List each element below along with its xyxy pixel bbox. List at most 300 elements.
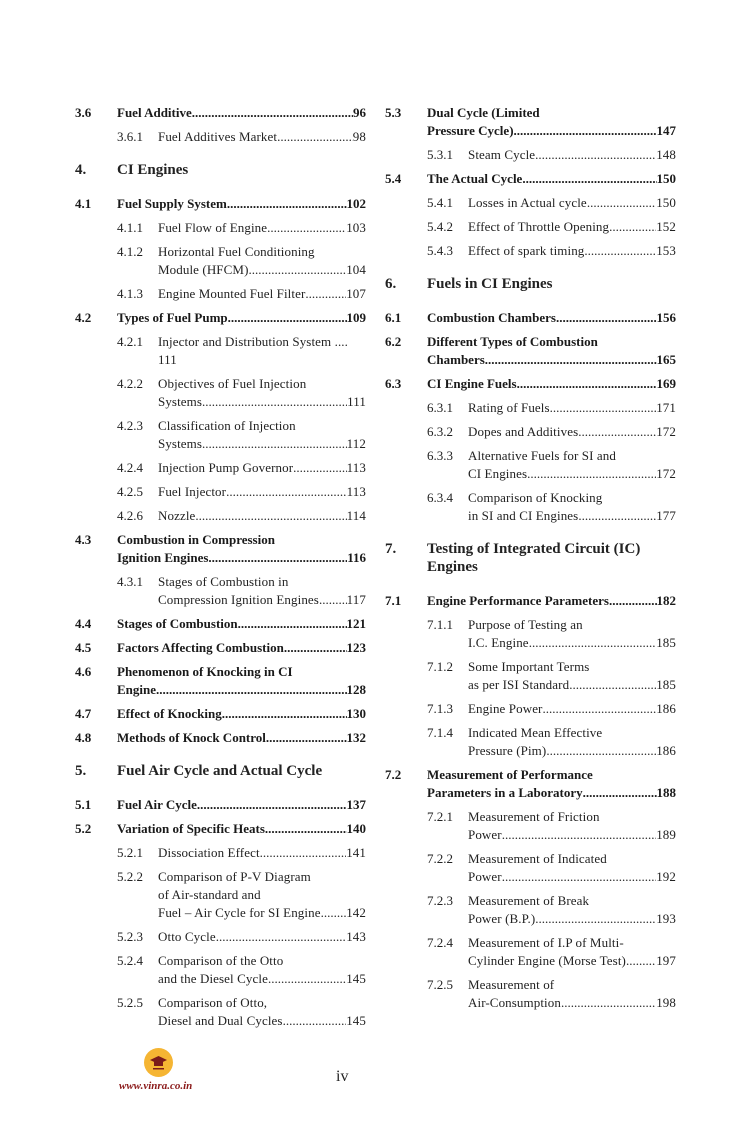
title-line — [158, 573, 366, 591]
title-text: Dual Cycle (Limited — [427, 105, 540, 120]
title-text: Module (HFCM) — [158, 262, 249, 277]
entry-number: 7.1.4 — [427, 725, 453, 740]
title-line — [117, 104, 366, 122]
dot-leader — [266, 729, 347, 747]
page-reference: 177 — [656, 508, 676, 523]
dot-leader — [584, 242, 656, 260]
title-text: Measurement of — [468, 977, 555, 992]
entry-number: 7.1.2 — [427, 659, 453, 674]
toc-subsection-entry — [385, 242, 676, 260]
toc-subsection-entry — [385, 850, 676, 886]
title-text: Comparison of Otto, — [158, 995, 268, 1010]
entry-number: 5.2.1 — [117, 845, 143, 860]
entry-title — [427, 592, 676, 610]
toc-subsection-entry — [75, 459, 366, 477]
toc-subsection-entry — [385, 616, 676, 652]
title-line — [158, 868, 366, 886]
title-line — [468, 676, 676, 694]
title-text: Types of Fuel Pump — [117, 310, 228, 325]
title-line — [468, 826, 676, 844]
entry-number: 4.8 — [75, 730, 92, 745]
toc-subsection-entry — [385, 218, 676, 236]
title-line — [468, 742, 676, 760]
entry-number: 4.2.4 — [117, 460, 143, 475]
title-text: Parameters in a Laboratory — [427, 785, 583, 800]
entry-title — [427, 275, 676, 293]
entry-title — [468, 808, 676, 844]
title-line — [117, 195, 366, 213]
entry-number: 4.2 — [75, 310, 92, 325]
title-line — [468, 910, 676, 928]
title-line — [158, 375, 366, 393]
title-text: Variation of Specific Heats — [117, 821, 265, 836]
entry-number: 5.4.2 — [427, 219, 453, 234]
publisher-logo — [144, 1048, 173, 1077]
entry-title — [427, 309, 676, 327]
title-line — [427, 170, 676, 188]
entry-number: 7.1 — [385, 593, 402, 608]
title-text: Engine — [117, 682, 157, 697]
entry-number: 4.1 — [75, 196, 92, 211]
toc-section-entry — [75, 309, 366, 327]
title-text: Pressure Cycle) — [427, 123, 514, 138]
title-text: Phenomenon of Knocking in CI — [117, 664, 293, 679]
entry-number: 7. — [385, 541, 397, 557]
page-reference: 188 — [656, 785, 676, 800]
title-line — [468, 507, 676, 525]
chapter-heading — [75, 762, 366, 780]
page-reference: 117 — [346, 592, 366, 607]
title-text: Stages of Combustion in — [158, 574, 289, 589]
title-line — [427, 309, 676, 327]
toc-section-entry — [385, 375, 676, 393]
toc-section-entry — [75, 705, 366, 723]
title-line — [117, 309, 366, 327]
dot-leader — [321, 904, 347, 922]
entry-title — [158, 952, 366, 988]
title-line — [158, 928, 366, 946]
toc-left-column — [75, 104, 366, 1036]
title-text: Fuel Additive — [117, 105, 192, 120]
entry-title — [117, 195, 366, 213]
entry-title — [468, 892, 676, 928]
title-line — [117, 705, 366, 723]
toc-subsection-entry — [385, 934, 676, 970]
entry-title — [427, 333, 676, 369]
dot-leader — [546, 742, 656, 760]
entry-number: 4.6 — [75, 664, 92, 679]
title-line — [468, 242, 676, 260]
dot-leader — [587, 194, 656, 212]
entry-number: 4.3 — [75, 532, 92, 547]
toc-subsection-entry — [75, 483, 366, 501]
entry-number: 4.2.6 — [117, 508, 143, 523]
entry-title — [427, 375, 676, 393]
title-text: Power (B.P.) — [468, 911, 536, 926]
dot-leader — [227, 195, 347, 213]
toc-subsection-entry — [385, 489, 676, 525]
entry-title — [468, 242, 676, 260]
title-line — [468, 934, 676, 952]
entry-number: 5.3.1 — [427, 147, 453, 162]
toc-subsection-entry — [75, 128, 366, 146]
entry-number: 7.2.1 — [427, 809, 453, 824]
title-line — [468, 892, 676, 910]
chapter-heading — [385, 540, 676, 576]
dot-leader — [226, 483, 347, 501]
dot-leader — [293, 459, 347, 477]
dot-leader — [550, 399, 657, 417]
page-reference: 172 — [656, 466, 676, 481]
toc-subsection-entry — [385, 700, 676, 718]
toc-section-entry — [385, 766, 676, 802]
title-text: in SI and CI Engines — [468, 508, 579, 523]
entry-number: 5.2.3 — [117, 929, 143, 944]
title-text: CI Engine Fuels — [427, 376, 517, 391]
entry-number: 6.3.4 — [427, 490, 453, 505]
entry-title — [158, 128, 366, 146]
dot-leader — [485, 351, 657, 369]
title-text: Injection Pump Governor — [158, 460, 294, 475]
title-text: Fuel Injector — [158, 484, 227, 499]
title-line — [117, 663, 366, 681]
entry-number: 6.3.2 — [427, 424, 453, 439]
title-text: Systems — [158, 394, 203, 409]
title-text: Effect of Throttle Opening — [468, 219, 610, 234]
title-line — [158, 417, 366, 435]
page-reference: 193 — [656, 911, 676, 926]
page-reference: 112 — [346, 436, 366, 451]
title-text: Engines — [427, 559, 478, 575]
title-text: Objectives of Fuel Injection — [158, 376, 307, 391]
entry-title — [117, 705, 366, 723]
entry-number: 7.2 — [385, 767, 402, 782]
title-text: Nozzle — [158, 508, 196, 523]
entry-number: 5. — [75, 763, 87, 779]
entry-title — [158, 507, 366, 525]
toc-subsection-entry — [385, 447, 676, 483]
entry-number: 6. — [385, 276, 397, 292]
entry-number: 7.1.1 — [427, 617, 453, 632]
title-text: I.C. Engine — [468, 635, 529, 650]
title-text: Air-Consumption — [468, 995, 561, 1010]
dot-leader — [529, 634, 657, 652]
page-reference: 114 — [346, 508, 366, 523]
entry-title — [117, 309, 366, 327]
page-number: iv — [336, 1068, 349, 1085]
title-text: Combustion in Compression — [117, 532, 275, 547]
entry-number: 4.4 — [75, 616, 92, 631]
page-reference: 197 — [656, 953, 676, 968]
title-text: Chambers — [427, 352, 485, 367]
page-reference: 123 — [346, 640, 366, 655]
entry-title — [117, 820, 366, 838]
dot-leader — [556, 309, 657, 327]
page-reference: 172 — [656, 424, 676, 439]
toc-subsection-entry — [385, 423, 676, 441]
dot-leader — [238, 615, 347, 633]
toc-subsection-entry — [75, 333, 366, 369]
page-reference: 145 — [346, 971, 366, 986]
title-text: Fuel Supply System — [117, 196, 227, 211]
toc-subsection-entry — [385, 724, 676, 760]
entry-title — [158, 375, 366, 411]
page-reference: 130 — [346, 706, 366, 721]
graduation-cap-icon — [149, 1053, 168, 1072]
page-reference: 113 — [346, 484, 366, 499]
dot-leader — [267, 219, 346, 237]
title-text: Injector and Distribution System .... — [158, 334, 349, 349]
title-line — [158, 507, 366, 525]
entry-title — [117, 796, 366, 814]
title-line — [117, 161, 366, 179]
entry-title — [117, 161, 366, 179]
publisher-website[interactable]: www.vinra.co.in — [119, 1080, 193, 1092]
page-reference: 132 — [346, 730, 366, 745]
dot-leader — [569, 676, 656, 694]
page-reference: 189 — [656, 827, 676, 842]
dot-leader — [502, 868, 656, 886]
toc-subsection-entry — [75, 928, 366, 946]
page-reference: 116 — [347, 550, 366, 565]
entry-number: 5.4.1 — [427, 195, 453, 210]
toc-subsection-entry — [75, 375, 366, 411]
page-reference: 143 — [346, 929, 366, 944]
title-line — [117, 639, 366, 657]
toc-subsection-entry — [75, 952, 366, 988]
toc-subsection-entry — [75, 994, 366, 1030]
entry-number: 7.2.4 — [427, 935, 453, 950]
title-text: Combustion Chambers — [427, 310, 556, 325]
entry-number: 5.2 — [75, 821, 92, 836]
dot-leader — [527, 465, 656, 483]
entry-number: 5.2.5 — [117, 995, 143, 1010]
entry-title — [158, 243, 366, 279]
dot-leader — [284, 639, 347, 657]
dot-leader — [609, 592, 657, 610]
page-reference: 113 — [346, 460, 366, 475]
dot-leader — [265, 820, 347, 838]
title-line — [468, 447, 676, 465]
entry-number: 3.6.1 — [117, 129, 143, 144]
title-line — [158, 459, 366, 477]
entry-title — [468, 934, 676, 970]
entry-number: 6.3.3 — [427, 448, 453, 463]
toc-section-entry — [75, 639, 366, 657]
entry-title — [158, 219, 366, 237]
title-line — [468, 808, 676, 826]
entry-number: 6.1 — [385, 310, 402, 325]
dot-leader — [561, 994, 656, 1012]
entry-title — [468, 218, 676, 236]
toc-subsection-entry — [385, 808, 676, 844]
page-reference: 109 — [346, 310, 366, 325]
page-reference: 192 — [656, 869, 676, 884]
title-text: Steam Cycle — [468, 147, 536, 162]
title-text: Comparison of P-V Diagram — [158, 869, 311, 884]
toc-section-entry — [75, 104, 366, 122]
entry-title — [427, 766, 676, 802]
page-reference: 150 — [656, 171, 676, 186]
title-line — [468, 218, 676, 236]
entry-title — [158, 994, 366, 1030]
dot-leader — [197, 796, 347, 814]
title-text: and the Diesel Cycle — [158, 971, 268, 986]
entry-number: 4.5 — [75, 640, 92, 655]
toc-section-entry — [75, 796, 366, 814]
entry-number: 4.7 — [75, 706, 92, 721]
page-reference: 128 — [346, 682, 366, 697]
title-line — [158, 351, 366, 369]
title-line — [468, 616, 676, 634]
entry-title — [117, 531, 366, 567]
dot-leader — [202, 393, 347, 411]
entry-title — [468, 976, 676, 1012]
entry-number: 4.2.1 — [117, 334, 143, 349]
page-reference: 137 — [346, 797, 366, 812]
title-line — [158, 393, 366, 411]
title-line — [158, 483, 366, 501]
dot-leader — [319, 591, 347, 609]
entry-number: 5.3 — [385, 105, 402, 120]
title-text: Measurement of Friction — [468, 809, 600, 824]
dot-leader — [216, 928, 347, 946]
title-text: Some Important Terms — [468, 659, 590, 674]
toc-section-entry — [385, 592, 676, 610]
entry-number: 5.2.2 — [117, 869, 143, 884]
page-reference: 186 — [656, 701, 676, 716]
entry-number: 4.1.1 — [117, 220, 143, 235]
title-line — [468, 700, 676, 718]
title-line — [117, 615, 366, 633]
chapter-heading — [75, 161, 366, 179]
entry-title — [158, 333, 366, 369]
dot-leader — [208, 549, 347, 567]
page-reference: 171 — [656, 400, 676, 415]
title-line — [158, 970, 366, 988]
toc-subsection-entry — [75, 573, 366, 609]
dot-leader — [578, 507, 656, 525]
entry-title — [117, 762, 366, 780]
title-text: Measurement of Indicated — [468, 851, 607, 866]
title-text: CI Engines — [468, 466, 528, 481]
title-text: Alternative Fuels for SI and — [468, 448, 616, 463]
entry-number: 4. — [75, 162, 87, 178]
title-text: Measurement of Performance — [427, 767, 593, 782]
toc-subsection-entry — [75, 507, 366, 525]
entry-number: 6.3.1 — [427, 400, 453, 415]
toc-subsection-entry — [385, 194, 676, 212]
page-reference: 186 — [656, 743, 676, 758]
title-text: Fuel – Air Cycle for SI Engine — [158, 905, 321, 920]
page-reference: 102 — [346, 196, 366, 211]
dot-leader — [195, 507, 346, 525]
title-line — [468, 465, 676, 483]
title-line — [468, 976, 676, 994]
title-text: as per ISI Standard — [468, 677, 570, 692]
dot-leader — [249, 261, 347, 279]
toc-subsection-entry — [75, 844, 366, 862]
entry-title — [427, 104, 676, 140]
title-line — [158, 128, 366, 146]
entry-title — [468, 616, 676, 652]
toc-section-entry — [385, 309, 676, 327]
page-reference: 148 — [656, 147, 676, 162]
dot-leader — [514, 122, 657, 140]
title-text: Testing of Integrated Circuit (IC) — [427, 541, 641, 557]
title-text: Fuel Air Cycle and Actual Cycle — [117, 763, 323, 779]
title-line — [468, 194, 676, 212]
title-line — [427, 275, 676, 293]
toc-subsection-entry — [75, 868, 366, 922]
entry-title — [427, 540, 676, 576]
page-reference: 150 — [656, 195, 676, 210]
title-line — [468, 850, 676, 868]
title-line — [468, 724, 676, 742]
title-text: Dopes and Additives — [468, 424, 579, 439]
dot-leader — [228, 309, 347, 327]
title-text: Effect of spark timing — [468, 243, 585, 258]
title-line — [158, 1012, 366, 1030]
title-line — [468, 634, 676, 652]
toc-subsection-entry — [75, 285, 366, 303]
title-line — [427, 104, 676, 122]
title-text: Otto Cycle — [158, 929, 216, 944]
page-reference: 156 — [656, 310, 676, 325]
title-text: Methods of Knock Control — [117, 730, 266, 745]
entry-number: 7.2.5 — [427, 977, 453, 992]
entry-number: 7.2.3 — [427, 893, 453, 908]
page-reference: 107 — [346, 286, 366, 301]
title-line — [427, 351, 676, 369]
title-line — [158, 886, 366, 904]
entry-title — [427, 170, 676, 188]
entry-number: 5.4.3 — [427, 243, 453, 258]
dot-leader — [305, 285, 346, 303]
title-line — [117, 820, 366, 838]
title-line — [468, 868, 676, 886]
title-text: CI Engines — [117, 162, 189, 178]
title-text: Measurement of Break — [468, 893, 590, 908]
entry-number: 5.4 — [385, 171, 402, 186]
title-text: Power — [468, 869, 502, 884]
toc-section-entry — [75, 663, 366, 699]
entry-title — [158, 285, 366, 303]
entry-title — [158, 417, 366, 453]
title-text: Measurement of I.P of Multi- — [468, 935, 624, 950]
title-line — [468, 489, 676, 507]
title-line — [427, 540, 676, 558]
toc-subsection-entry — [385, 399, 676, 417]
title-text: Fuel Air Cycle — [117, 797, 197, 812]
page-reference: 111 — [347, 394, 366, 409]
title-line — [158, 591, 366, 609]
dot-leader — [222, 705, 347, 723]
entry-number: 4.1.3 — [117, 286, 143, 301]
entry-title — [468, 850, 676, 886]
page-reference: 121 — [346, 616, 366, 631]
toc-section-entry — [75, 820, 366, 838]
entry-number: 7.1.3 — [427, 701, 453, 716]
entry-number: 3.6 — [75, 105, 92, 120]
title-line — [158, 333, 366, 351]
title-line — [158, 219, 366, 237]
title-text: Stages of Combustion — [117, 616, 238, 631]
entry-title — [117, 639, 366, 657]
title-line — [117, 796, 366, 814]
title-line — [158, 261, 366, 279]
title-text: Horizontal Fuel Conditioning — [158, 244, 315, 259]
